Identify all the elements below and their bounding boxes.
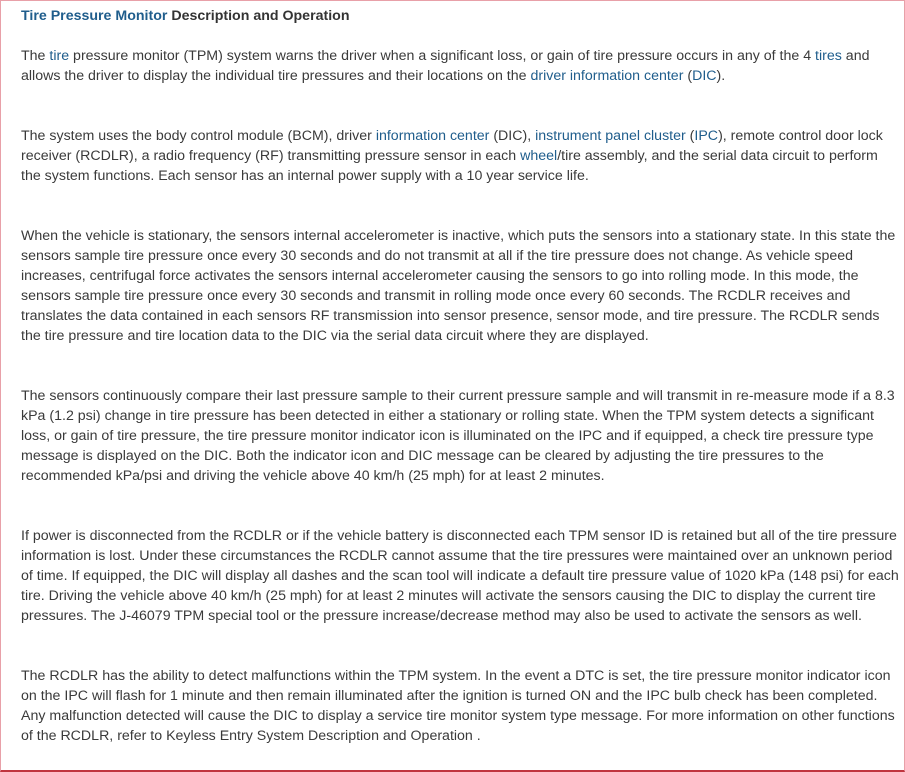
paragraph-2 (21, 126, 901, 186)
paragraph-text: /tire assembly, and the serial data circuit to perform the system functions. Each sensor has an internal power supply with a 10 year service life. (21, 148, 878, 184)
paragraph-text: If power is disconnected from the RCDLR or if the vehicle battery is disconnected each TPM sensor ID is retained but all of the tire pressure information is lost. Under these circumstances the RCDLR cannot assume that the tire pressures were maintained over an unknown period of time. If equipped, the DIC will display all dashes and the scan tool will indicate a default tire pressure value of 1020 kPa (148 psi) for each tire. Driving the vehicle above 40 km/h (25 mph) for at least 2 minutes will activate the sensors causing the DIC to display the current tire pressures. The J-46079 TPM special tool or the pressure increase/decrease method may also be used to activate the sensors as well. (21, 528, 899, 624)
glossary-link[interactable]: wheel (520, 148, 558, 164)
title-link-tire-pressure-monitor[interactable]: Tire Pressure Monitor (21, 8, 168, 24)
page-title (21, 6, 905, 26)
glossary-link[interactable]: driver information center (530, 68, 684, 84)
paragraph-text: ( (685, 128, 695, 144)
paragraph-text: pressure monitor (TPM) system warns the driver when a significant loss, or gain of tire pressure occurs in any of the 4 (69, 48, 816, 64)
paragraph-text: The RCDLR has the ability to detect malfunctions within the TPM system. In the event a DTC is set, the tire pressure monitor indicator icon on the IPC will flash for 1 minute and then remain illuminated after the ignition is turned ON and the IPC bulb check has been completed. Any malfunction detected will cause the DIC to display a service tire monitor system type message. For more information on other functions of the RCDLR, refer to Keyless Entry System Description and Operation . (21, 668, 895, 744)
paragraph-4 (21, 386, 901, 486)
glossary-link[interactable]: tire (49, 48, 70, 64)
paragraph-text: The sensors continuously compare their last pressure sample to their current pressure sample and will transmit in re-measure mode if a 8.3 kPa (1.2 psi) change in tire pressure has been detected in either a stationary or rolling state. When the TPM system detects a significant loss, or gain of tire pressure, the tire pressure monitor indicator icon is illuminated on the IPC and if equipped, a check tire pressure type message is displayed on the DIC. Both the indicator icon and DIC message can be cleared by adjusting the tire pressures to the recommended kPa/psi and driving the vehicle above 40 km/h (25 mph) for at least 2 minutes. (21, 388, 895, 484)
paragraph-text: When the vehicle is stationary, the sensors internal accelerometer is inactive, which puts the sensors into a stationary state. In this state the sensors sample tire pressure once every 30 seconds and do not transmit at all if the tire pressure does not change. As vehicle speed increases, centrifugal force activates the sensors internal accelerometer causing the sensors to go into rolling mode. In this mode, the sensors sample tire pressure once every 30 seconds and transmit in rolling mode once every 60 seconds. The RCDLR receives and translates the data contained in each sensors RF transmission into sensor presence, sensor mode, and tire pressure. The RCDLR sends the tire pressure and tire location data to the DIC via the serial data circuit where they are displayed. (21, 228, 896, 344)
glossary-link[interactable]: DIC (692, 68, 717, 84)
glossary-link[interactable]: information center (375, 128, 490, 144)
paragraph-5 (21, 526, 901, 626)
paragraph-text: (DIC), (489, 128, 536, 144)
paragraph-text: ). (716, 68, 726, 84)
title-text: Description and Operation (167, 8, 350, 24)
glossary-link[interactable]: instrument panel cluster (535, 128, 686, 144)
document-content (21, 6, 905, 744)
paragraph-1 (21, 46, 901, 86)
paragraph-3 (21, 226, 901, 346)
paragraph-text: ), remote control door lock receiver (RCDLR), a radio frequency (RF) transmitting pressure sensor in each (21, 128, 883, 164)
paragraph-text: The system uses the body control module (BCM), driver (21, 128, 376, 144)
paragraph-text: ( (683, 68, 693, 84)
paragraph-text: The (21, 48, 50, 64)
glossary-link[interactable]: IPC (694, 128, 719, 144)
glossary-link[interactable]: tires (815, 48, 842, 64)
paragraph-6 (21, 666, 901, 746)
paragraph-text: and allows the driver to display the individual tire pressures and their locations on the (21, 48, 870, 84)
